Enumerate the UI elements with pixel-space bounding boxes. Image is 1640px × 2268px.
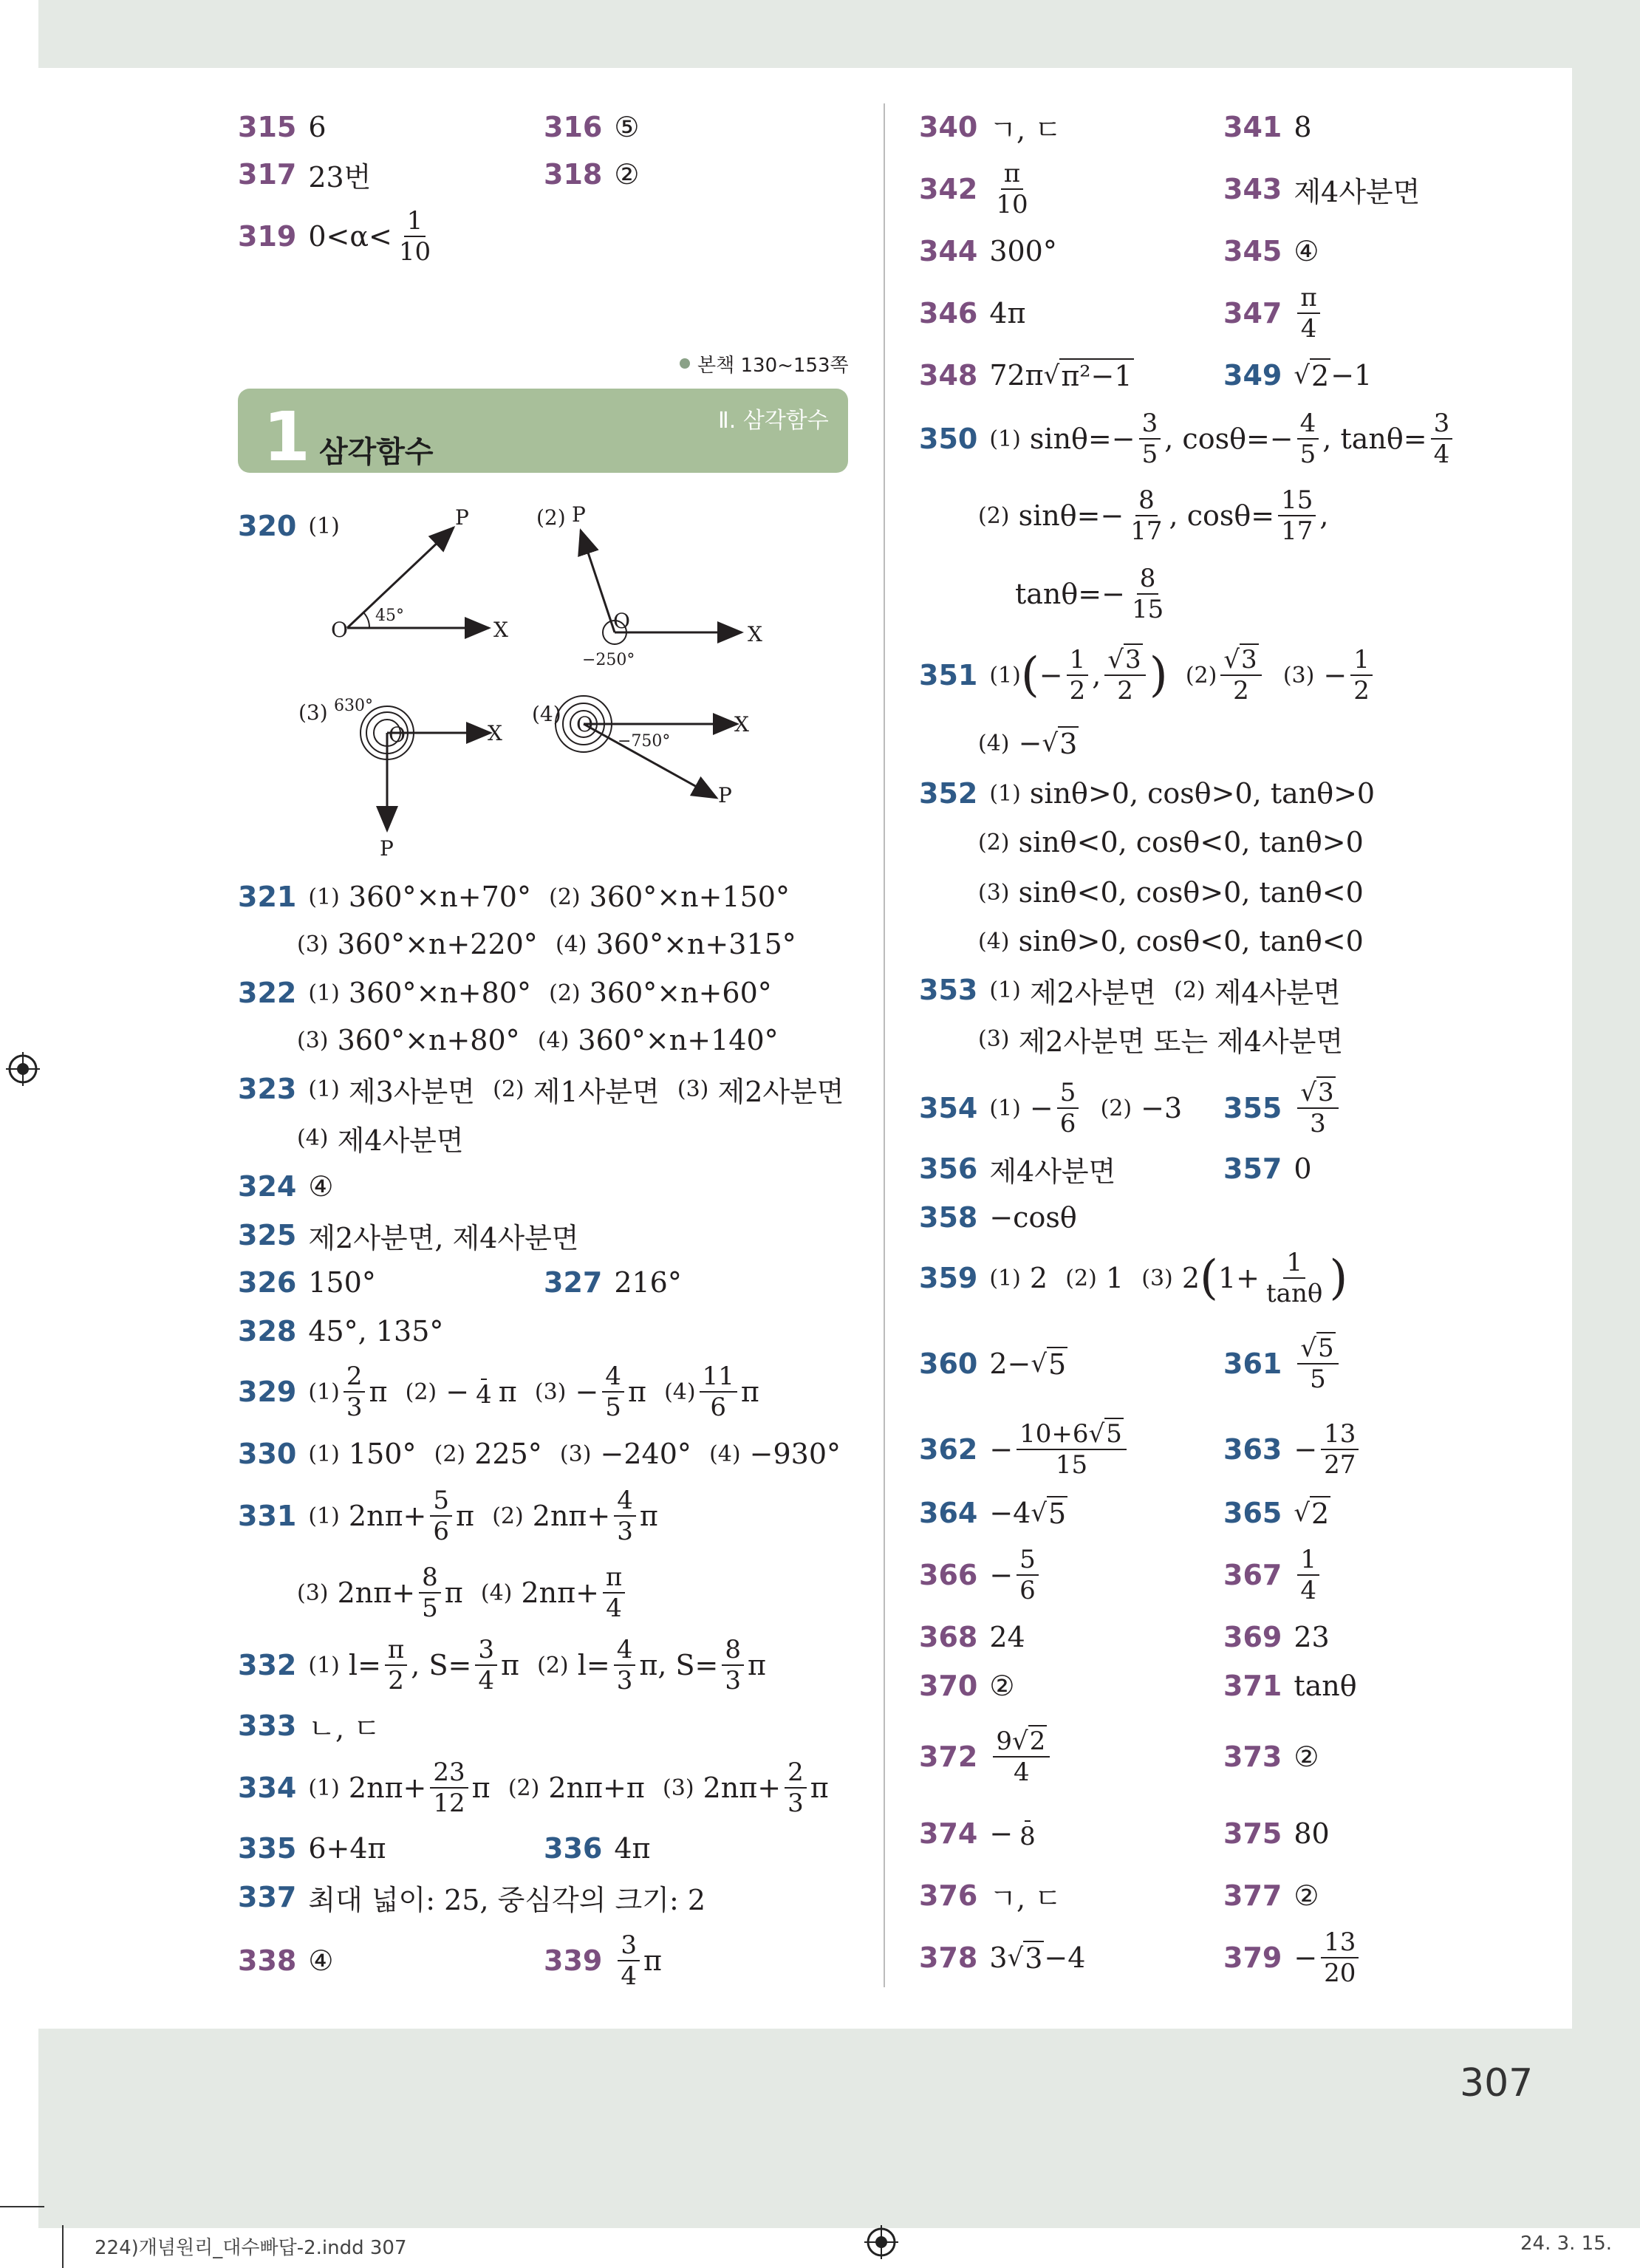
answer-342: 342 $\frac{\pi}{10}$ (919, 159, 1028, 219)
terminal-ray (581, 530, 615, 632)
x-label: X (748, 622, 762, 646)
problem-number: 319 (238, 220, 297, 253)
answer-333: 333 ㄴ, ㄷ (238, 1709, 380, 1745)
part-label: (2) (536, 505, 566, 530)
footer-date: 24. 3. 15. (1520, 2233, 1613, 2255)
x-label: X (734, 712, 749, 737)
answer-357: 357 0 (1223, 1152, 1312, 1185)
p-label: P (455, 505, 469, 530)
problem-number: 344 (919, 235, 978, 267)
answer-328: 328 45°, 135° (238, 1315, 444, 1348)
answer-376: 376 ㄱ, ㄷ (919, 1879, 1062, 1915)
answer-351: 351 (1) ( − $\frac{1}{2}$ , $\frac{√3}{2}$ ) (2) $\frac{√3}{2}$ (3) − $\frac{1}{2}$ (919, 653, 1376, 697)
answer-378: 378 3 √ 3 −4 (919, 1941, 1086, 1975)
answer-332: 332 (1) l= $\frac{\pi}{2}$ , S= $\frac{3}{4}$ π (2) l= $\frac{4}{3}$ π, S= $\frac{8}{3}$ π (238, 1635, 766, 1695)
problem-number: 378 (919, 1941, 978, 1974)
registration-mark-icon (864, 2225, 898, 2259)
part-label: (1) (308, 513, 340, 539)
problem-number: 366 (919, 1559, 978, 1591)
answer-343: 343 제4사분면 (1223, 173, 1421, 208)
answer-355: 355 $\frac{√3}{3}$ (1223, 1086, 1342, 1130)
problem-number: 341 (1223, 111, 1282, 143)
answer-value: ② (614, 158, 640, 191)
section-title: 삼각함수 (319, 435, 434, 469)
problem-number: 356 (919, 1152, 978, 1185)
answer-353-cont: (3) 제2사분면 또는 제4사분면 (978, 1025, 1344, 1058)
problem-number: 359 (919, 1262, 978, 1294)
problem-number: 369 (1223, 1621, 1282, 1653)
answer-370: 370 ② (919, 1670, 1015, 1702)
fraction: $\frac{1}{10}$ (398, 206, 431, 267)
problem-number: 325 (238, 1219, 297, 1251)
answer-324: 324 ④ (238, 1170, 334, 1203)
problem-number: 332 (238, 1649, 297, 1681)
column-divider (884, 103, 885, 1987)
crop-line (0, 2206, 44, 2207)
answer-366: 366 − $\frac{5}{6}$ (919, 1553, 1042, 1597)
answer-330: 330 (1) 150° (2) 225° (3) −240° (4) −930° (238, 1438, 841, 1470)
angle-label: −250° (582, 651, 635, 669)
problem-number: 353 (919, 974, 978, 1006)
angle-label: −750° (618, 732, 671, 751)
answer-321-cont: (3) 360°×n+220° (4) 360°×n+315° (297, 928, 796, 960)
problem-number: 363 (1223, 1433, 1282, 1466)
problem-number: 348 (919, 359, 978, 392)
problem-number: 342 (919, 173, 978, 205)
problem-number: 351 (919, 659, 978, 691)
problem-number: 339 (544, 1944, 603, 1977)
answer-350: 350 (1) sinθ=− $\frac{3}{5}$ , cosθ=− $\frac{4}{5}$ , tanθ= $\frac{3}{4}$ (919, 417, 1456, 461)
answer-352-3: (3) sinθ<0, cosθ>0, tanθ<0 (978, 876, 1364, 909)
source-reference-text: 본책 130~153쪽 (697, 354, 849, 377)
problem-number: 375 (1223, 1817, 1282, 1850)
answer-318 (544, 152, 639, 197)
x-label: X (488, 721, 502, 745)
crop-line (62, 2225, 64, 2268)
answer-322: 322 (1) 360°×n+80° (2) 360°×n+60° (238, 977, 772, 1009)
origin-label: O (389, 723, 406, 747)
angle-diagrams (288, 502, 805, 864)
answer-value: 6 (308, 111, 327, 143)
problem-number: 357 (1223, 1152, 1282, 1185)
footer-filename: 224)개념원리_대수빠답-2.indd 307 (95, 2237, 407, 2259)
problem-number: 317 (238, 158, 297, 191)
problem-number: 343 (1223, 173, 1282, 205)
answer-315 (238, 105, 327, 149)
problem-number: 333 (238, 1709, 297, 1742)
answer-331-cont: (3) 2nπ+ $\frac{8}{5}$ π (4) 2nπ+ $\frac{\pi}{4}$ (297, 1571, 629, 1615)
problem-number: 362 (919, 1433, 978, 1466)
answer-347: 347 $\frac{\pi}{4}$ (1223, 291, 1324, 335)
problem-number: 379 (1223, 1941, 1282, 1974)
answer-341: 341 8 (1223, 111, 1312, 143)
problem-number: 349 (1223, 359, 1282, 392)
page-number: 307 (1460, 2061, 1534, 2105)
answer-375: 375 80 (1223, 1817, 1330, 1850)
answer-372: 372 $\frac{9√2}{4}$ (919, 1735, 1053, 1779)
problem-number: 331 (238, 1500, 297, 1532)
answer-351-cont: (4) − √ 3 (978, 727, 1078, 760)
section-number: 1 (263, 397, 311, 477)
answer-346: 346 4π (919, 297, 1026, 329)
answer-326: 326 150° (238, 1266, 376, 1299)
answer-362: 362 − $\frac{10+6√5}{15}$ (919, 1427, 1130, 1472)
problem-number: 373 (1223, 1741, 1282, 1773)
answer-value: 23번 (308, 160, 372, 194)
answer-338: 338 ④ (238, 1944, 334, 1977)
problem-number: 368 (919, 1621, 978, 1653)
page-margin-top (38, 0, 1640, 68)
answer-365: 365 √ 2 (1223, 1497, 1330, 1530)
answer-327: 327 216° (544, 1266, 682, 1299)
problem-number: 345 (1223, 235, 1282, 267)
answer-334: 334 (1) 2nπ+ $\frac{23}{12}$ π (2) 2nπ+π (3) 2nπ+ $\frac{2}{3}$ π (238, 1758, 829, 1818)
answer-352-2: (2) sinθ<0, cosθ<0, tanθ>0 (978, 826, 1364, 858)
problem-number: 355 (1223, 1092, 1282, 1124)
chapter-label: Ⅱ. 삼각함수 (718, 408, 829, 434)
problem-number: 321 (238, 881, 297, 913)
answer-321: 321 (1) 360°×n+70° (2) 360°×n+150° (238, 881, 790, 913)
problem-number: 364 (919, 1497, 978, 1529)
answer-364: 364 −4 √ 5 (919, 1497, 1067, 1530)
answer-337: 337 최대 넓이: 25, 중심각의 크기: 2 (238, 1881, 706, 1916)
problem-number: 376 (919, 1879, 978, 1912)
answer-339: 339 $\frac{3}{4}$ π (544, 1930, 662, 1991)
source-reference (680, 349, 960, 378)
answer-353: 353 (1) 제2사분면 (2) 제4사분면 (919, 974, 1341, 1009)
answer-359: 359 (1) 2 (2) 1 (3) 2 ( 1+ $\frac{1}{\tan\theta}$ ) (919, 1248, 1348, 1308)
answer-323-cont: (4) 제4사분면 (297, 1124, 464, 1157)
answer-352-4: (4) sinθ>0, cosθ<0, tanθ<0 (978, 925, 1364, 957)
registration-mark-icon (6, 1052, 40, 1086)
answer-value: 0<α< (308, 220, 392, 253)
page-margin-bottom (38, 2029, 1640, 2228)
answer-323: 323 (1) 제3사분면 (2) 제1사분면 (3) 제2사분면 (238, 1073, 844, 1108)
problem-number: 361 (1223, 1348, 1282, 1380)
problem-number: 358 (919, 1201, 978, 1234)
problem-number: 337 (238, 1881, 297, 1913)
origin-label: O (576, 712, 593, 737)
part-label: (4) (532, 702, 561, 726)
origin-label: O (613, 609, 630, 633)
problem-number: 360 (919, 1348, 978, 1380)
answer-319 (238, 206, 437, 267)
answer-367: 367 $\frac{1}{4}$ (1223, 1553, 1323, 1597)
answer-340: 340 ㄱ, ㄷ (919, 111, 1062, 146)
p-label: P (718, 783, 732, 807)
x-label: X (493, 618, 508, 642)
problem-number: 328 (238, 1315, 297, 1348)
problem-number: 374 (919, 1817, 978, 1850)
problem-number: 330 (238, 1438, 297, 1470)
problem-number: 322 (238, 977, 297, 1009)
answer-360: 360 2− √ 5 (919, 1348, 1067, 1381)
problem-number: 354 (919, 1092, 978, 1124)
answer-358: 358 −cosθ (919, 1201, 1077, 1234)
answer-322-cont: (3) 360°×n+80° (4) 360°×n+140° (297, 1024, 779, 1056)
answer-368: 368 24 (919, 1621, 1025, 1653)
answer-349: 349 √ 2 −1 (1223, 359, 1373, 392)
problem-number: 371 (1223, 1670, 1282, 1702)
problem-number: 323 (238, 1073, 297, 1105)
part-label: (3) (298, 700, 328, 725)
answer-329: 329 (1) $\frac{2}{3}$ π (2) − 4 π (3) − $\frac{4}{5}$ π (4) $\frac{11}{6}$ π (238, 1362, 759, 1422)
page-margin-right (1572, 0, 1640, 2039)
problem-number: 365 (1223, 1497, 1282, 1529)
answer-371: 371 tanθ (1223, 1670, 1357, 1702)
problem-number: 320 (238, 510, 297, 542)
problem-number: 346 (919, 297, 978, 329)
answer-350-cont: (2) sinθ=− $\frac{8}{17}$ , cosθ= $\frac{15}{17}$ , (978, 485, 1329, 546)
problem-number: 324 (238, 1170, 297, 1203)
problem-number: 315 (238, 111, 297, 143)
problem-number: 370 (919, 1670, 978, 1702)
problem-number: 350 (919, 423, 978, 455)
answer-317 (238, 152, 371, 197)
problem-number: 340 (919, 111, 978, 143)
answer-356: 356 제4사분면 (919, 1152, 1116, 1188)
answer-325: 325 제2사분면, 제4사분면 (238, 1219, 579, 1254)
angle-label: 45° (375, 607, 404, 625)
answer-374: 374 − 8 (919, 1817, 1036, 1851)
problem-number: 327 (544, 1266, 603, 1299)
answer-345: 345 ④ (1223, 235, 1319, 267)
problem-number: 316 (544, 111, 603, 143)
problem-number: 326 (238, 1266, 297, 1299)
p-label: P (380, 836, 394, 861)
p-label: P (572, 502, 586, 527)
origin-label: O (331, 618, 348, 642)
answer-354: 354 (1) − $\frac{5}{6}$ (2) −3 (919, 1078, 1183, 1138)
problem-number: 347 (1223, 297, 1282, 329)
problem-number: 334 (238, 1772, 297, 1804)
answer-369: 369 23 (1223, 1621, 1330, 1653)
problem-number: 352 (919, 777, 978, 810)
answer-373: 373 ② (1223, 1741, 1319, 1773)
problem-number: 335 (238, 1832, 297, 1865)
angle-arc (363, 612, 369, 628)
answer-350-cont2: tanθ=− $\frac{8}{15}$ (1015, 564, 1164, 624)
problem-number: 329 (238, 1376, 297, 1408)
answer-344: 344 300° (919, 235, 1057, 267)
bullet-icon (680, 358, 690, 369)
answer-335: 335 6+4π (238, 1832, 386, 1865)
problem-number: 377 (1223, 1879, 1282, 1912)
angle-label: 630° (334, 697, 373, 715)
answer-348: 348 72π √ π²−1 (919, 359, 1132, 392)
problem-number: 367 (1223, 1559, 1282, 1591)
problem-number: 318 (544, 158, 603, 191)
answer-value: ⑤ (614, 111, 640, 143)
answer-379: 379 − $\frac{13}{20}$ (1223, 1936, 1362, 1980)
problem-number: 372 (919, 1741, 978, 1773)
answer-363: 363 − $\frac{13}{27}$ (1223, 1427, 1362, 1472)
problem-number: 338 (238, 1944, 297, 1977)
answer-352: 352 (1) sinθ>0, cosθ>0, tanθ>0 (919, 777, 1376, 810)
answer-331: 331 (1) 2nπ+ $\frac{5}{6}$ π (2) 2nπ+ $\frac{4}{3}$ π (238, 1486, 658, 1546)
answer-361: 361 $\frac{√5}{5}$ (1223, 1342, 1342, 1386)
problem-number: 336 (544, 1832, 603, 1865)
answer-336: 336 4π (544, 1832, 651, 1865)
answer-377: 377 ② (1223, 1879, 1319, 1912)
answer-316 (544, 105, 639, 149)
